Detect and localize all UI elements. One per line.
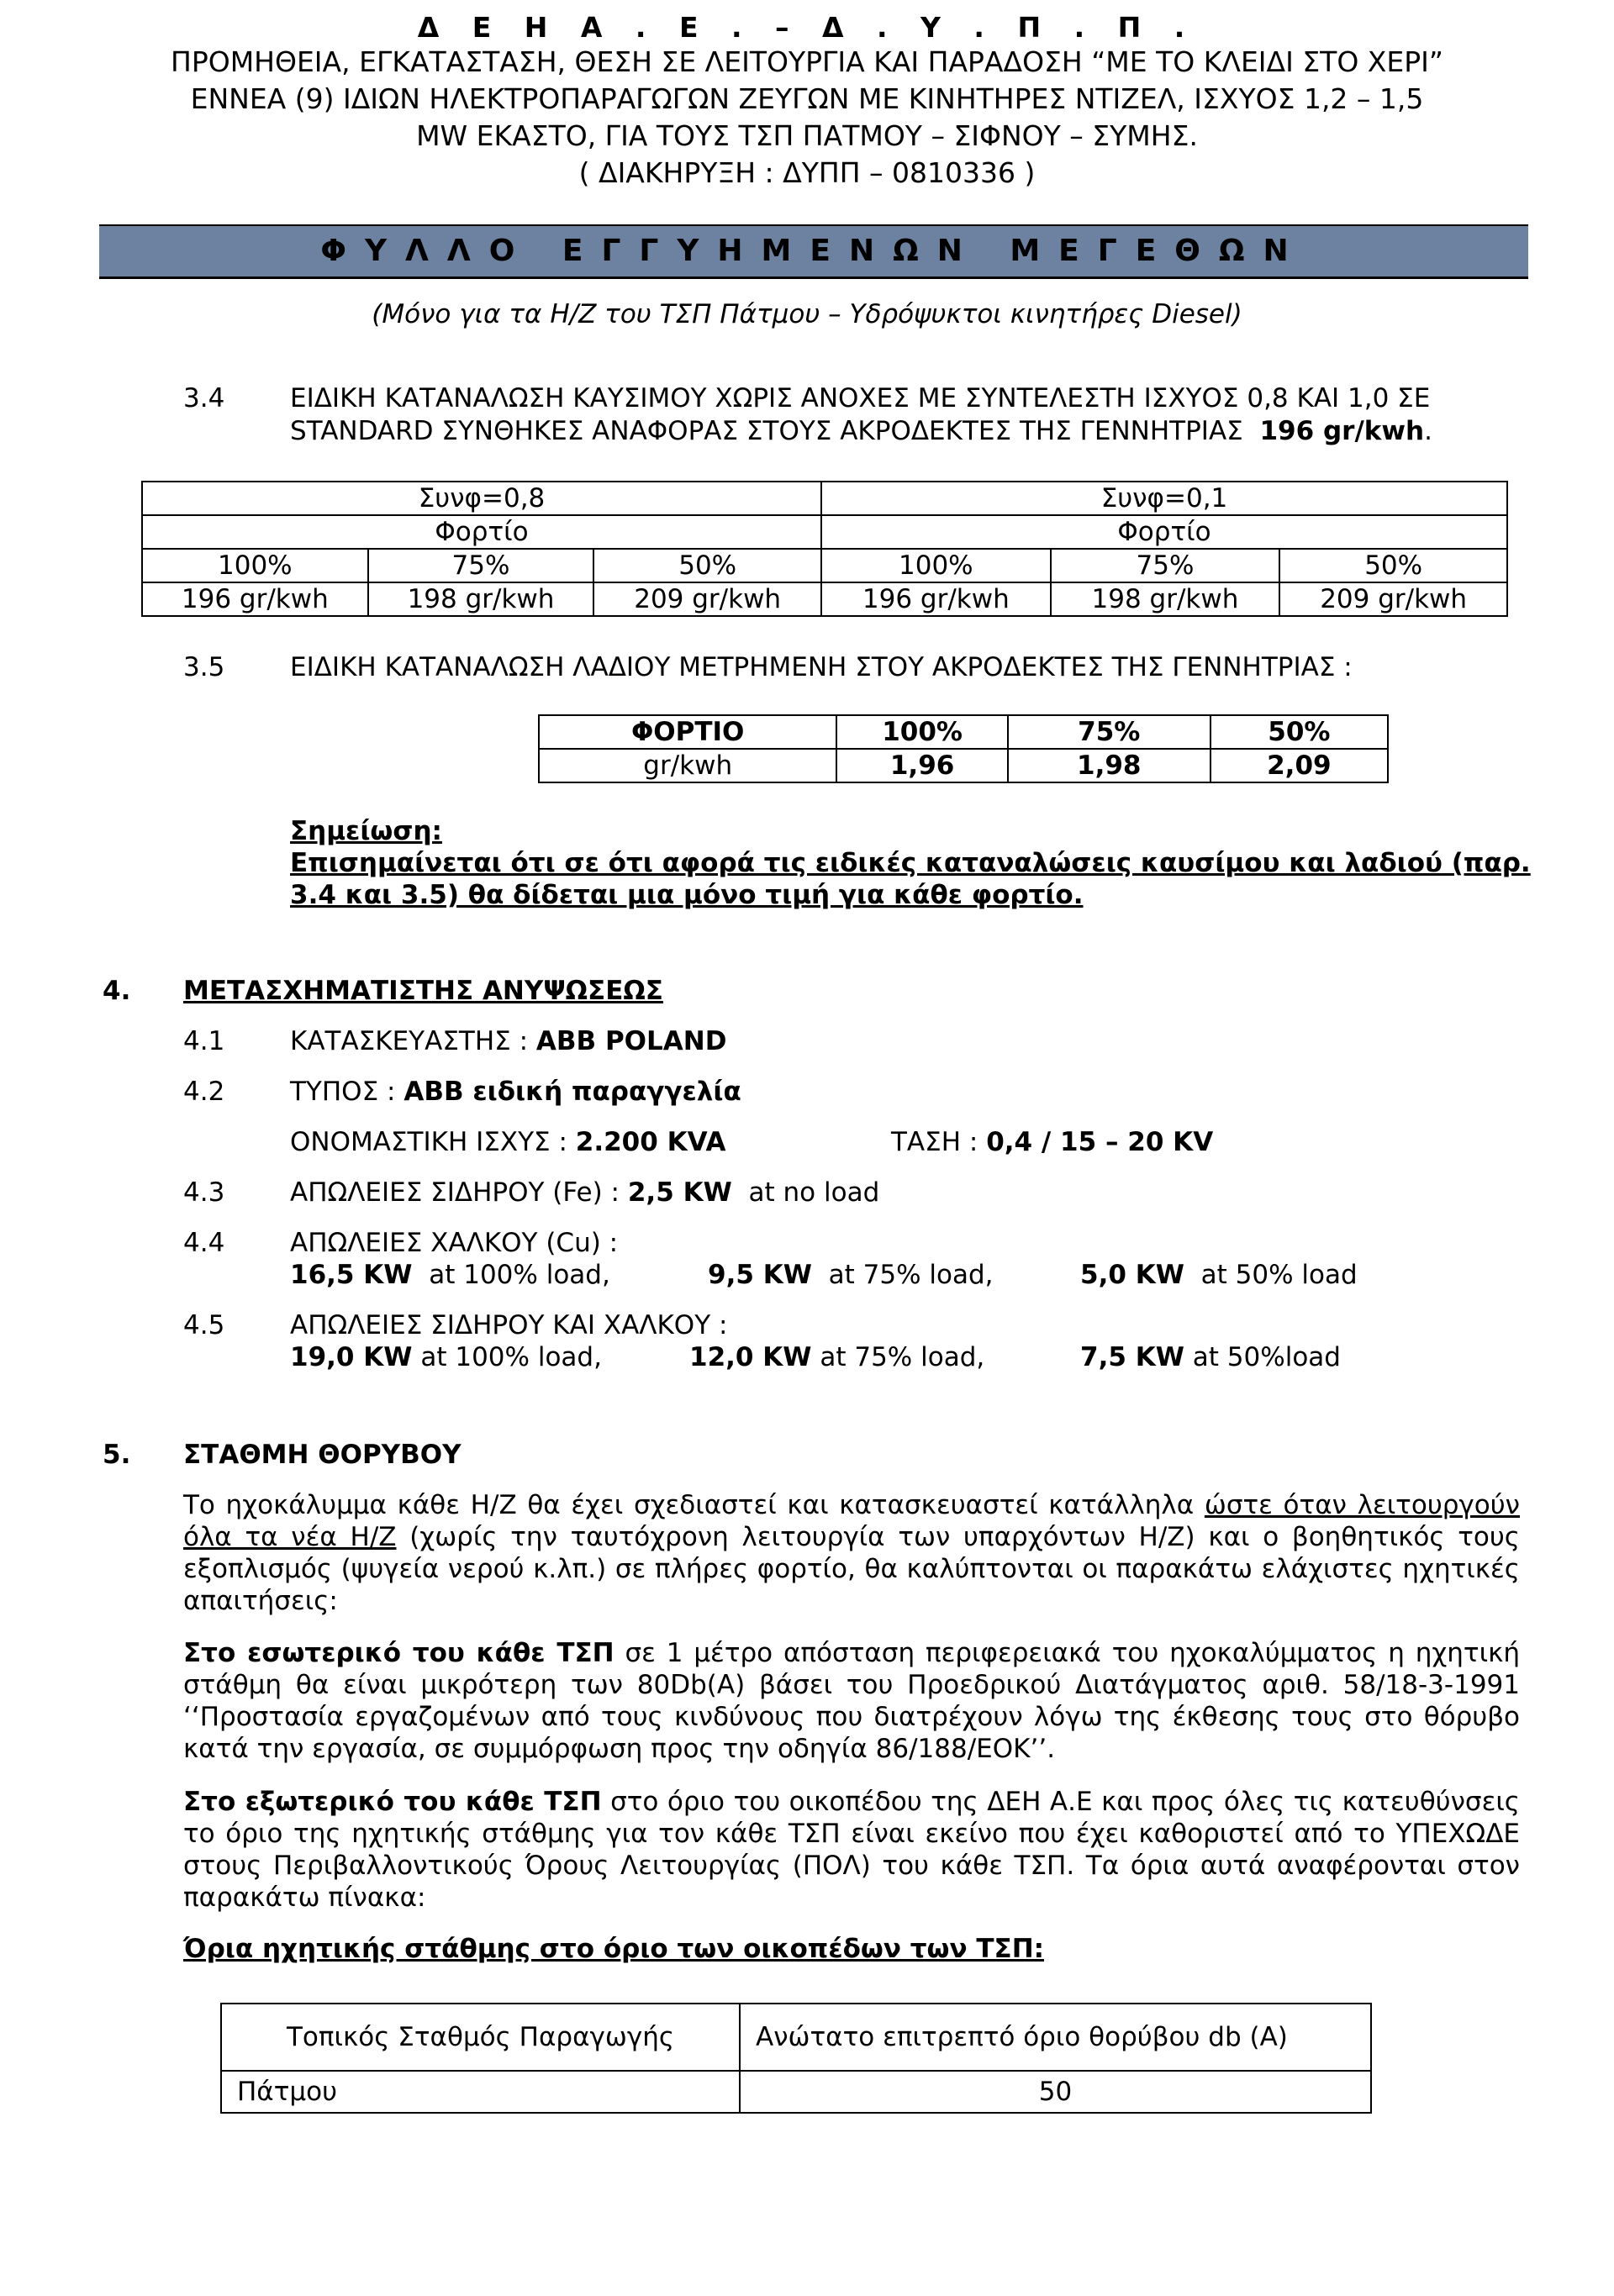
noise-paragraph-3-text: στο όριο του οικοπέδου της ΔΕΗ Α.Ε και προς όλες τις κατευθύνσεις το όριο της ηχητικής στάθμης για τον κάθε ΤΣΠ είναι εκείνο που έχει καθοριστεί από το ΥΠΕΧΩΔΕ στους Περιβαλλοντικούς Όρους Λειτουργίας (ΠΟΛ) του κάθε ΤΣΠ. Τα όρια αυτά αναφέρονται στον παρακάτω πίνακα: bbox=[183, 1787, 1521, 1913]
group-header-cell: Συνφ=0,1 bbox=[821, 482, 1507, 515]
item-4-3 bbox=[290, 1177, 879, 1209]
table-row bbox=[142, 482, 1507, 515]
value-cell: 198 gr/kwh bbox=[1051, 582, 1280, 616]
unit-cell: gr/kwh bbox=[539, 749, 836, 782]
total-loss-75-value: 12,0 KW bbox=[689, 1342, 812, 1372]
pct-cell: 100% bbox=[821, 549, 1051, 582]
item-4-3-number: 4.3 bbox=[183, 1177, 225, 1208]
copper-loss-100-text: at 100% load, bbox=[429, 1260, 610, 1290]
station-header-cell: Τοπικός Σταθμός Παραγωγής bbox=[221, 2004, 740, 2071]
item-4-5-number: 4.5 bbox=[183, 1310, 225, 1340]
station-cell: Πάτμου bbox=[221, 2071, 740, 2113]
load-header-cell: Φορτίο bbox=[142, 515, 821, 549]
item-4-3-suffix: at no load bbox=[748, 1177, 880, 1208]
value-cell: 1,96 bbox=[836, 749, 1007, 782]
header-cell: 75% bbox=[1008, 715, 1210, 749]
item-4-3-value: 2,5 KW bbox=[627, 1177, 732, 1208]
fuel-consumption-table bbox=[141, 481, 1508, 617]
noise-paragraph-3-bold: Στο εξωτερικό του κάθε ΤΣΠ bbox=[183, 1787, 602, 1817]
copper-loss-50-text: at 50% load bbox=[1200, 1260, 1358, 1290]
note-line-1: Επισημαίνεται ότι σε ότι αφορά τις ειδικές καταναλώσεις καυσίμου και λαδιού (παρ. bbox=[290, 848, 1531, 878]
rated-power bbox=[290, 1126, 726, 1159]
section-3-4-line-2-text: STANDARD ΣΥΝΘΗΚΕΣ ΑΝΑΦΟΡΑΣ ΣΤΟΥΣ ΑΚΡΟΔΕΚΤΕΣ ΤΗΣ ΓΕΝΝΗΤΡΙΑΣ bbox=[290, 415, 1243, 446]
voltage bbox=[891, 1126, 1213, 1159]
total-loss-50-value: 7,5 KW bbox=[1080, 1342, 1184, 1372]
limit-cell: 50 bbox=[740, 2071, 1371, 2113]
table-row bbox=[539, 715, 1388, 749]
noise-paragraph-1-underlined: ώστε όταν λειτουργούν όλα τα νέα Η/Ζ bbox=[183, 1490, 1520, 1552]
copper-loss-75-text: at 75% load, bbox=[828, 1260, 994, 1290]
pct-cell: 100% bbox=[142, 549, 368, 582]
item-4-1-label: ΚΑΤΑΣΚΕΥΑΣΤΗΣ : bbox=[290, 1026, 529, 1056]
noise-paragraph-2-bold: Στο εσωτερικό του κάθε ΤΣΠ bbox=[183, 1638, 614, 1668]
oil-consumption-table bbox=[538, 714, 1389, 783]
item-4-1 bbox=[290, 1025, 726, 1058]
header-org: Δ Ε Η Α . Ε . – Δ . Υ . Π . Π . bbox=[417, 11, 1197, 44]
section-3-4-text bbox=[290, 382, 1534, 448]
voltage-value: 0,4 / 15 – 20 KV bbox=[986, 1127, 1214, 1157]
item-4-1-value: ABB POLAND bbox=[535, 1026, 727, 1056]
section-3-4-line-2 bbox=[290, 415, 1534, 448]
header-lines bbox=[84, 44, 1530, 192]
total-loss-100-text: at 100% load, bbox=[420, 1342, 602, 1372]
item-4-4-label: ΑΠΩΛΕΙΕΣ ΧΑΛΚΟΥ (Cu) : bbox=[290, 1228, 619, 1258]
copper-loss-75-value: 9,5 KW bbox=[708, 1260, 812, 1290]
value-cell: 196 gr/kwh bbox=[821, 582, 1051, 616]
value-cell: 209 gr/kwh bbox=[593, 582, 821, 616]
note-title: Σημείωση: bbox=[290, 816, 442, 846]
copper-loss-100-value: 16,5 KW bbox=[290, 1260, 413, 1290]
item-4-1-number: 4.1 bbox=[183, 1026, 225, 1056]
header-cell: ΦΟΡΤΙΟ bbox=[539, 715, 836, 749]
section-3-5-number: 3.5 bbox=[183, 652, 225, 682]
pct-cell: 75% bbox=[1051, 549, 1280, 582]
item-4-4-v3 bbox=[1080, 1259, 1358, 1292]
group-header-cell: Συνφ=0,8 bbox=[142, 482, 821, 515]
voltage-label: ΤΑΣΗ : bbox=[891, 1127, 978, 1157]
noise-limits-title: Όρια ηχητικής στάθμης στο όριο των οικοπέδων των ΤΣΠ: bbox=[183, 1934, 1045, 1964]
total-loss-75-text: at 75% load, bbox=[820, 1342, 985, 1372]
header-line-2: ΕΝΝΕΑ (9) ΙΔΙΩΝ ΗΛΕΚΤΡΟΠΑΡΑΓΩΓΩΝ ΖΕΥΓΩΝ ΜΕ ΚΙΝΗΤΗΡΕΣ ΝΤΙΖΕΛ, ΙΣΧΥΟΣ 1,2 – 1,5 bbox=[190, 82, 1424, 115]
item-4-5-v3 bbox=[1080, 1341, 1341, 1374]
subtitle: (Μόνο για τα Η/Ζ του ΤΣΠ Πάτμου – Υδρόψυκτοι κινητήρες Diesel) bbox=[372, 299, 1242, 329]
section-4-number: 4. bbox=[103, 976, 131, 1006]
item-4-5-v2 bbox=[689, 1341, 984, 1374]
noise-paragraph-1-post: (χωρίς την ταυτόχρονη λειτουργία των υπαρχόντων Η/Ζ) και ο βοηθητικός τους εξοπλισμός (ψυγεία νερού κ.λπ.) σε πλήρες φορτίο, θα καλύπτονται οι παρακάτω ελάχιστες ηχητικές απαιτήσεις: bbox=[183, 1522, 1521, 1616]
item-4-2-label: ΤΥΠΟΣ : bbox=[290, 1077, 396, 1107]
section-5-title: ΣΤΑΘΜΗ ΘΟΡΥΒΟΥ bbox=[183, 1440, 462, 1470]
item-4-5-label: ΑΠΩΛΕΙΕΣ ΣΙΔΗΡΟΥ ΚΑΙ ΧΑΛΚΟΥ : bbox=[290, 1310, 728, 1340]
noise-paragraph-3 bbox=[183, 1786, 1520, 1914]
value-cell: 209 gr/kwh bbox=[1279, 582, 1507, 616]
pct-cell: 50% bbox=[1279, 549, 1507, 582]
note-line-2: 3.4 και 3.5) θα δίδεται μια μόνο τιμή για κάθε φορτίο. bbox=[290, 880, 1084, 910]
pct-cell: 50% bbox=[593, 549, 821, 582]
item-4-2 bbox=[290, 1076, 741, 1109]
section-5-number: 5. bbox=[103, 1440, 131, 1470]
header-line-1: ΠΡΟΜΗΘΕΙΑ, ΕΓΚΑΤΑΣΤΑΣΗ, ΘΕΣΗ ΣΕ ΛΕΙΤΟΥΡΓΙΑ ΚΑΙ ΠΑΡΑΔΟΣΗ “ΜΕ ΤΟ ΚΛΕΙΔΙ ΣΤΟ ΧΕΡΙ” bbox=[171, 45, 1443, 78]
table-row bbox=[142, 582, 1507, 616]
total-loss-50-text: at 50%load bbox=[1192, 1342, 1341, 1372]
noise-paragraph-2 bbox=[183, 1637, 1520, 1765]
noise-paragraph-1-pre: Το ηχοκάλυμμα κάθε Η/Ζ θα έχει σχεδιαστεί και κατασκευαστεί κατάλληλα bbox=[183, 1490, 1205, 1520]
noise-limits-table bbox=[220, 2003, 1372, 2114]
guaranteed-values-banner: ΦΥΛΛΟ ΕΓΓΥΗΜΕΝΩΝ ΜΕΓΕΘΩΝ bbox=[99, 224, 1528, 279]
load-header-cell: Φορτίο bbox=[821, 515, 1507, 549]
value-cell: 198 gr/kwh bbox=[368, 582, 594, 616]
table-row bbox=[221, 2004, 1371, 2071]
value-cell: 1,98 bbox=[1008, 749, 1210, 782]
header-cell: 50% bbox=[1210, 715, 1388, 749]
value-cell: 196 gr/kwh bbox=[142, 582, 368, 616]
item-4-4-number: 4.4 bbox=[183, 1228, 225, 1258]
value-cell: 2,09 bbox=[1210, 749, 1388, 782]
item-4-5-v1 bbox=[290, 1341, 602, 1374]
item-4-4-v2 bbox=[708, 1259, 994, 1292]
copper-loss-50-value: 5,0 KW bbox=[1080, 1260, 1184, 1290]
table-row bbox=[142, 515, 1507, 549]
table-row bbox=[539, 749, 1388, 782]
section-4-title: ΜΕΤΑΣΧΗΜΑΤΙΣΤΗΣ ΑΝΥΨΩΣΕΩΣ bbox=[183, 976, 663, 1006]
table-row bbox=[221, 2071, 1371, 2113]
header-cell: 100% bbox=[836, 715, 1007, 749]
item-4-4-v1 bbox=[290, 1259, 610, 1292]
header-line-4: ( ΔΙΑΚΗΡΥΞΗ : ΔΥΠΠ – 0810336 ) bbox=[578, 156, 1036, 189]
section-3-4-dot: . bbox=[1424, 415, 1432, 446]
item-4-3-label: ΑΠΩΛΕΙΕΣ ΣΙΔΗΡΟΥ (Fe) : bbox=[290, 1177, 620, 1208]
noise-paragraph-2-text: σε 1 μέτρο απόσταση περιφερειακά του ηχοκαλύμματος η ηχητική στάθμη θα είναι μικρότερη των 80Db(A) βάσει του Προεδρικού Διατάγματος αριθ. 58/18-3-1991 ‘‘Προστασία εργαζομένων από τους κινδύνους που διατρέχουν λόγω της έκθεσης τους στο θόρυβο κατά την εργασία, σε συμμόρφωση προς την οδηγία 86/188/ΕΟΚ’’. bbox=[183, 1638, 1520, 1764]
total-loss-100-value: 19,0 KW bbox=[290, 1342, 413, 1372]
limit-header-cell: Ανώτατο επιτρεπτό όριο θορύβου db (Α) bbox=[740, 2004, 1371, 2071]
header-line-3: MW ΕΚΑΣΤΟ, ΓΙΑ ΤΟΥΣ ΤΣΠ ΠΑΤΜΟΥ – ΣΙΦΝΟΥ – ΣΥΜΗΣ. bbox=[416, 119, 1198, 152]
pct-cell: 75% bbox=[368, 549, 594, 582]
section-3-4-line-1: ΕΙΔΙΚΗ ΚΑΤΑΝΑΛΩΣΗ ΚΑΥΣΙΜΟΥ ΧΩΡΙΣ ΑΝΟΧΕΣ ΜΕ ΣΥΝΤΕΛΕΣΤΗ ΙΣΧΥΟΣ 0,8 ΚΑΙ 1,0 ΣΕ bbox=[290, 383, 1431, 413]
noise-paragraph-1 bbox=[183, 1489, 1520, 1617]
item-4-2-value: ABB ειδική παραγγελία bbox=[404, 1077, 741, 1107]
rated-power-label: ΟΝΟΜΑΣΤΙΚΗ ΙΣΧΥΣ : bbox=[290, 1127, 567, 1157]
section-3-5-text: ΕΙΔΙΚΗ ΚΑΤΑΝΑΛΩΣΗ ΛΑΔΙΟΥ ΜΕΤΡΗΜΕΝΗ ΣΤΟΥ ΑΚΡΟΔΕΚΤΕΣ ΤΗΣ ΓΕΝΝΗΤΡΙΑΣ : bbox=[290, 652, 1353, 682]
section-3-4-number: 3.4 bbox=[183, 383, 225, 413]
section-3-4-value: 196 gr/kwh bbox=[1259, 415, 1425, 446]
table-row bbox=[142, 549, 1507, 582]
rated-power-value: 2.200 KVA bbox=[575, 1127, 726, 1157]
item-4-2-number: 4.2 bbox=[183, 1077, 225, 1107]
